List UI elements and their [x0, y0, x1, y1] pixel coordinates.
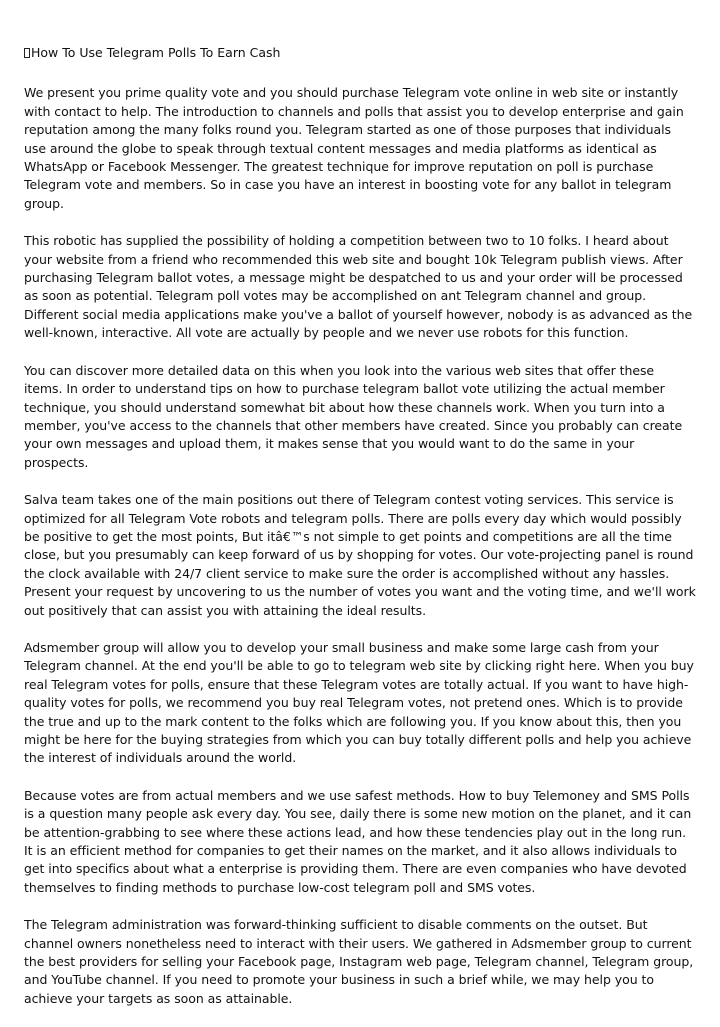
paragraph: Because votes are from actual members and we use safest methods. How to buy Telemoney and SMS Polls is a question many people ask every day. You see, daily there is some new motion on the planet, and it can be attention-grabbing to see where these actions lead, and how these tendencies play out in the long run. It is an efficient method for companies to get their names on the market, and it also allows individuals to get into specifics about what a enterprise is providing them. There are even companies who have devoted themselves to finding methods to purchase low-cost telegram poll and SMS votes.: [24, 787, 692, 895]
document-page: [24, 44, 696, 1027]
paragraph: Salva team takes one of the main positions out there of Telegram contest voting services. This service is optimized for all Telegram Vote robots and telegram polls. There are polls every day which would possibly be positive to get the most points, But itâ€™s not simple to get points and competitions are all the time close, but you presumably can keep forward of us by shopping for votes. Our vote-projecting panel is round the clock available with 24/7 client service to make sure the order is accomplished without any hassles. Present your request by uncovering to us the number of votes you want and the voting time, and we'll work out positively that can assist you with attaining the ideal results.: [24, 492, 696, 618]
missing-glyph-icon: [24, 48, 30, 58]
paragraph: This robotic has supplied the possibility of holding a competition between two to 10 folks. I heard about your website from a friend who recommended this web site and bought 10k Telegram publish views. After purchasing Telegram ballot votes, a message might be despatched to us and your order will be processed as soon as potential. Telegram poll votes may be accomplished on ant Telegram channel and group. Different social media applications make you've a ballot of yourself however, nobody is as advanced as the well-known, interactive. All vote are actually by people and we never use robots for this function.: [24, 233, 693, 341]
document-title-text: How To Use Telegram Polls To Earn Cash: [31, 45, 281, 60]
paragraph: Adsmember group will allow you to develop your small business and make some large cash from your Telegram channel. At the end you'll be able to go to telegram web site by clicking right here. When you buy real Telegram votes for polls, ensure that these Telegram votes are totally actual. If you want to have high-quality votes for polls, we recommend you buy real Telegram votes, not pretend ones. Which is to provide the true and up to the mark content to the folks which are following you. If you know about this, then you might be here for the buying strategies from which you can buy totally different polls and help you achieve the interest of individuals around the world.: [24, 639, 694, 766]
paragraph: You can discover more detailed data on this when you look into the various web sites that offer these items. In order to understand tips on how to purchase telegram ballot vote utilizing the actual member technique, you should understand somewhat bit about how these channels work. When you turn into a member, you've access to the channels that other members have created. Since you probably can create your own messages and upload them, it makes sense that you would want to do the same in your prospects.: [24, 362, 683, 470]
paragraph: The Telegram administration was forward-thinking sufficient to disable comments on the outset. But channel owners nonetheless need to interact with their users. We gathered in Adsmember group to current the best providers for selling your Facebook page, Instagram web page, Telegram channel, Telegram group, and YouTube channel. If you need to promote your business in such a brief while, we may help you to achieve your targets as soon as attainable.: [24, 917, 694, 1006]
document-title: [24, 44, 696, 62]
paragraph: We present you prime quality vote and you should purchase Telegram vote online in web site or instantly with contact to help. The introduction to channels and polls that assist you to develop enterprise and gain reputation among the many folks round you. Telegram started as one of those purposes that individuals use around the globe to speak through textual content messages and media platforms as identical as WhatsApp or Facebook Messenger. The greatest technique for improve reputation on poll is purchase Telegram vote and members. So in case you have an interest in boosting vote for any ballot in telegram group.: [24, 85, 684, 211]
